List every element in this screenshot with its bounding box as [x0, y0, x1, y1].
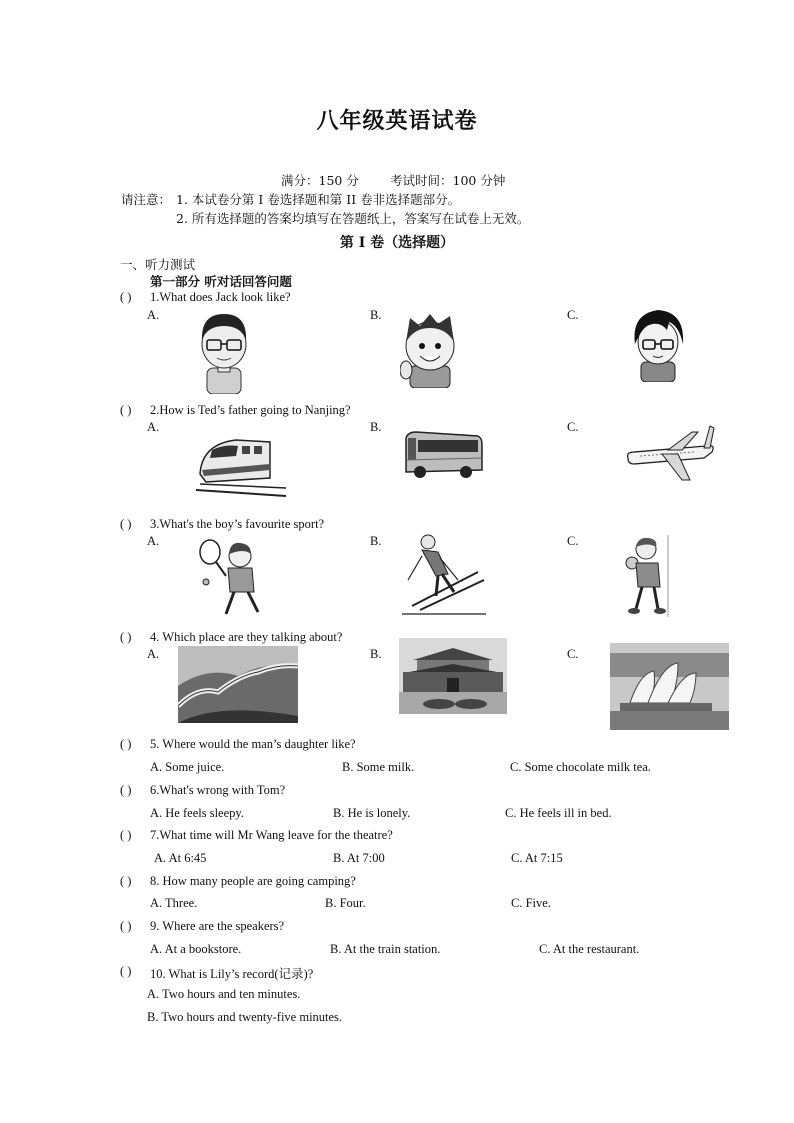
- q1-option-b[interactable]: B.: [370, 308, 382, 322]
- q1-option-c[interactable]: C.: [567, 308, 579, 322]
- q9-option-b[interactable]: B. At the train station.: [330, 942, 441, 956]
- question-9-text: 9. Where are the speakers?: [150, 919, 285, 933]
- question-10-text: 10. What is Lily’s record(记录)?: [150, 967, 314, 981]
- q4-option-a[interactable]: A.: [147, 647, 160, 661]
- waving-boy-image: [400, 312, 460, 388]
- notes-line2: 2. 所有选择题的答案均填写在答题纸上，答案写在试卷上无效。: [176, 211, 530, 226]
- boy-with-dark-hair-image: [629, 308, 687, 382]
- volleyball-player-image: [620, 535, 670, 617]
- q3-option-a[interactable]: A.: [147, 534, 160, 548]
- volume-title: 第 Ⅰ 卷（选择题）: [339, 235, 455, 251]
- q2-option-a[interactable]: A.: [147, 420, 160, 434]
- q6-option-c[interactable]: C. He feels ill in bed.: [505, 806, 612, 820]
- notes-line1: 1. 本试卷分第 Ⅰ 卷选择题和第 II 卷非选择题部分。: [176, 192, 461, 207]
- question-1-paren[interactable]: ( ): [120, 290, 132, 304]
- q8-option-a[interactable]: A. Three.: [150, 896, 198, 910]
- q7-option-b[interactable]: B. At 7:00: [333, 851, 385, 865]
- great-wall-photo: [178, 646, 298, 723]
- q10-option-b[interactable]: B. Two hours and twenty-five minutes.: [147, 1010, 343, 1024]
- q7-option-a[interactable]: A. At 6:45: [154, 851, 207, 865]
- tiananmen-photo: [399, 638, 507, 714]
- question-2-text: 2.How is Ted’s father going to Nanjing?: [150, 403, 351, 417]
- question-4-paren[interactable]: ( ): [120, 630, 132, 644]
- question-9-paren[interactable]: ( ): [120, 919, 132, 933]
- question-8-paren[interactable]: ( ): [120, 874, 132, 888]
- section-listening: 一、听力测试: [120, 257, 196, 272]
- q2-option-b[interactable]: B.: [370, 420, 382, 434]
- question-6-paren[interactable]: ( ): [120, 783, 132, 797]
- airplane-image: [622, 418, 718, 486]
- q4-option-c[interactable]: C.: [567, 647, 579, 661]
- q10-option-a[interactable]: A. Two hours and ten minutes.: [147, 987, 301, 1001]
- q7-option-c[interactable]: C. At 7:15: [511, 851, 563, 865]
- coach-bus-image: [402, 430, 484, 482]
- q5-option-b[interactable]: B. Some milk.: [342, 760, 415, 774]
- high-speed-train-image: [196, 432, 286, 500]
- question-2-paren[interactable]: ( ): [120, 403, 132, 417]
- q8-option-b[interactable]: B. Four.: [325, 896, 366, 910]
- q1-option-a[interactable]: A.: [147, 308, 160, 322]
- q6-option-a[interactable]: A. He feels sleepy.: [150, 806, 244, 820]
- time-info: 考试时间：100 分钟: [390, 173, 506, 188]
- tennis-player-image: [196, 538, 266, 620]
- q9-option-a[interactable]: A. At a bookstore.: [150, 942, 242, 956]
- q4-option-b[interactable]: B.: [370, 647, 382, 661]
- question-5-text: 5. Where would the man’s daughter like?: [150, 737, 356, 751]
- question-4-text: 4. Which place are they talking about?: [150, 630, 343, 644]
- question-3-text: 3.What's the boy’s favourite sport?: [150, 517, 325, 531]
- page-title: 八年级英语试卷: [316, 108, 478, 134]
- question-7-text: 7.What time will Mr Wang leave for the theatre?: [150, 828, 393, 842]
- part1-heading: 第一部分 听对话回答问题: [150, 274, 292, 289]
- q8-option-c[interactable]: C. Five.: [511, 896, 551, 910]
- question-6-text: 6.What's wrong with Tom?: [150, 783, 286, 797]
- score-info: 满分：150 分: [281, 173, 359, 188]
- notes-label: 请注意：: [121, 192, 172, 207]
- boy-with-glasses-image: [193, 310, 255, 394]
- q5-option-c[interactable]: C. Some chocolate milk tea.: [510, 760, 651, 774]
- question-10-paren[interactable]: ( ): [120, 964, 132, 978]
- question-1-text: 1.What does Jack look like?: [150, 290, 291, 304]
- question-8-text: 8. How many people are going camping?: [150, 874, 356, 888]
- q5-option-a[interactable]: A. Some juice.: [150, 760, 225, 774]
- q6-option-b[interactable]: B. He is lonely.: [333, 806, 411, 820]
- sydney-opera-house-photo: [610, 643, 729, 730]
- question-3-paren[interactable]: ( ): [120, 517, 132, 531]
- skier-image: [402, 530, 490, 616]
- question-5-paren[interactable]: ( ): [120, 737, 132, 751]
- question-7-paren[interactable]: ( ): [120, 828, 132, 842]
- q9-option-c[interactable]: C. At the restaurant.: [539, 942, 640, 956]
- q3-option-c[interactable]: C.: [567, 534, 579, 548]
- q3-option-b[interactable]: B.: [370, 534, 382, 548]
- q2-option-c[interactable]: C.: [567, 420, 579, 434]
